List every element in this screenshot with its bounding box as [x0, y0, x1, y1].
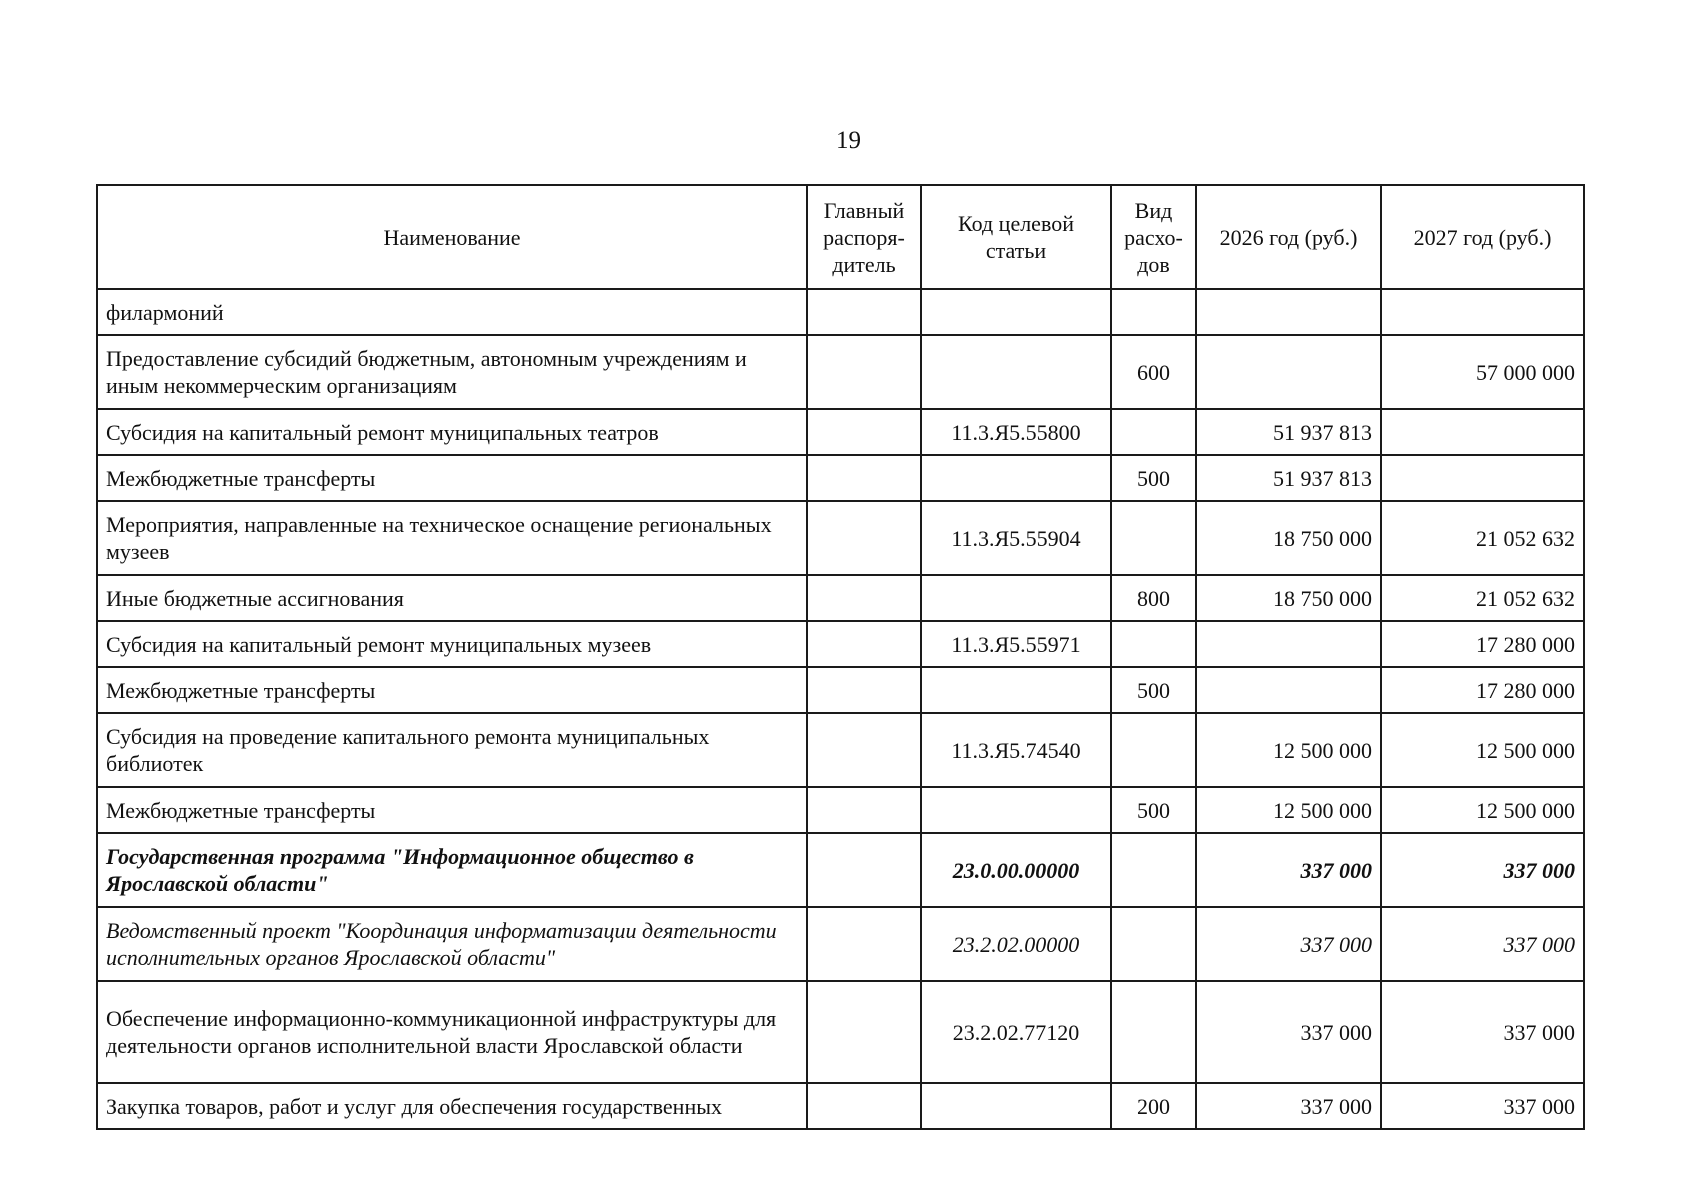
cell-type	[1111, 907, 1196, 981]
cell-type	[1111, 833, 1196, 907]
cell-type	[1111, 409, 1196, 455]
table-row	[97, 335, 1584, 409]
cell-type: 200	[1111, 1083, 1196, 1129]
cell-name: Субсидия на капитальный ремонт муниципальных музеев	[97, 621, 807, 667]
cell-2026: 12 500 000	[1196, 787, 1381, 833]
table-row	[97, 833, 1584, 907]
cell-code	[921, 455, 1111, 501]
table-row	[97, 667, 1584, 713]
cell-2027	[1381, 409, 1584, 455]
table-row	[97, 501, 1584, 575]
cell-2027: 12 500 000	[1381, 787, 1584, 833]
cell-manager	[807, 335, 921, 409]
cell-manager	[807, 907, 921, 981]
cell-2027: 21 052 632	[1381, 575, 1584, 621]
table-row	[97, 713, 1584, 787]
table-row	[97, 289, 1584, 335]
table-row	[97, 455, 1584, 501]
cell-name: Межбюджетные трансферты	[97, 455, 807, 501]
cell-2026: 18 750 000	[1196, 575, 1381, 621]
header-name: Наименование	[97, 185, 807, 289]
table-row	[97, 787, 1584, 833]
cell-type: 500	[1111, 455, 1196, 501]
cell-2026: 337 000	[1196, 1083, 1381, 1129]
cell-manager	[807, 409, 921, 455]
cell-2027: 57 000 000	[1381, 335, 1584, 409]
header-code: Код целевой статьи	[921, 185, 1111, 289]
cell-2026: 337 000	[1196, 833, 1381, 907]
cell-2027: 337 000	[1381, 907, 1584, 981]
cell-name: Субсидия на капитальный ремонт муниципальных театров	[97, 409, 807, 455]
cell-name: Предоставление субсидий бюджетным, автономным учреждениям и иным некоммерческим организациям	[97, 335, 807, 409]
cell-manager	[807, 289, 921, 335]
table-row	[97, 409, 1584, 455]
cell-2026: 51 937 813	[1196, 455, 1381, 501]
cell-type: 800	[1111, 575, 1196, 621]
cell-type	[1111, 289, 1196, 335]
cell-type	[1111, 713, 1196, 787]
cell-name: Ведомственный проект "Координация информатизации деятельности исполнительных органов Ярославской области"	[97, 907, 807, 981]
cell-2026	[1196, 335, 1381, 409]
cell-2027: 337 000	[1381, 981, 1584, 1083]
cell-2027: 17 280 000	[1381, 667, 1584, 713]
cell-manager	[807, 981, 921, 1083]
cell-2027	[1381, 455, 1584, 501]
cell-code: 11.3.Я5.55800	[921, 409, 1111, 455]
cell-manager	[807, 787, 921, 833]
cell-manager	[807, 455, 921, 501]
cell-2026	[1196, 621, 1381, 667]
cell-2027: 21 052 632	[1381, 501, 1584, 575]
cell-name: Субсидия на проведение капитального ремонта муниципальных библиотек	[97, 713, 807, 787]
table-header-row	[97, 185, 1584, 289]
cell-2027: 17 280 000	[1381, 621, 1584, 667]
cell-code	[921, 289, 1111, 335]
cell-manager	[807, 667, 921, 713]
table-row	[97, 981, 1584, 1083]
cell-name: Межбюджетные трансферты	[97, 787, 807, 833]
cell-manager	[807, 501, 921, 575]
cell-2027: 337 000	[1381, 1083, 1584, 1129]
cell-type	[1111, 621, 1196, 667]
table-row	[97, 907, 1584, 981]
cell-code: 23.2.02.00000	[921, 907, 1111, 981]
cell-2027	[1381, 289, 1584, 335]
cell-2026: 337 000	[1196, 907, 1381, 981]
cell-code: 23.0.00.00000	[921, 833, 1111, 907]
cell-manager	[807, 575, 921, 621]
cell-code	[921, 335, 1111, 409]
cell-manager	[807, 1083, 921, 1129]
cell-code: 23.2.02.77120	[921, 981, 1111, 1083]
cell-2026: 51 937 813	[1196, 409, 1381, 455]
cell-code	[921, 575, 1111, 621]
cell-type	[1111, 501, 1196, 575]
cell-name: Государственная программа "Информационное общество в Ярославской области"	[97, 833, 807, 907]
cell-name: Межбюджетные трансферты	[97, 667, 807, 713]
table-body	[97, 289, 1584, 1129]
cell-name: Иные бюджетные ассигнования	[97, 575, 807, 621]
cell-name: Закупка товаров, работ и услуг для обеспечения государственных	[97, 1083, 807, 1129]
table-row	[97, 1083, 1584, 1129]
cell-code	[921, 787, 1111, 833]
cell-type	[1111, 981, 1196, 1083]
header-type: Вид расхо-дов	[1111, 185, 1196, 289]
cell-2026: 18 750 000	[1196, 501, 1381, 575]
cell-manager	[807, 833, 921, 907]
cell-2026: 12 500 000	[1196, 713, 1381, 787]
cell-type: 600	[1111, 335, 1196, 409]
cell-type: 500	[1111, 667, 1196, 713]
header-manager: Главный распоря-дитель	[807, 185, 921, 289]
cell-manager	[807, 713, 921, 787]
cell-2026	[1196, 667, 1381, 713]
page-number: 19	[836, 127, 861, 154]
cell-code	[921, 667, 1111, 713]
header-2027: 2027 год (руб.)	[1381, 185, 1584, 289]
cell-name: филармоний	[97, 289, 807, 335]
cell-2026: 337 000	[1196, 981, 1381, 1083]
cell-code	[921, 1083, 1111, 1129]
cell-type: 500	[1111, 787, 1196, 833]
table-row	[97, 575, 1584, 621]
cell-2026	[1196, 289, 1381, 335]
cell-2027: 337 000	[1381, 833, 1584, 907]
cell-code: 11.3.Я5.55904	[921, 501, 1111, 575]
cell-manager	[807, 621, 921, 667]
budget-table	[96, 184, 1585, 1130]
cell-code: 11.3.Я5.74540	[921, 713, 1111, 787]
header-2026: 2026 год (руб.)	[1196, 185, 1381, 289]
cell-name: Мероприятия, направленные на техническое оснащение региональных музеев	[97, 501, 807, 575]
table-row	[97, 621, 1584, 667]
cell-2027: 12 500 000	[1381, 713, 1584, 787]
cell-name: Обеспечение информационно-коммуникационной инфраструктуры для деятельности органов исполнительной власти Ярославской области	[97, 981, 807, 1083]
cell-code: 11.3.Я5.55971	[921, 621, 1111, 667]
